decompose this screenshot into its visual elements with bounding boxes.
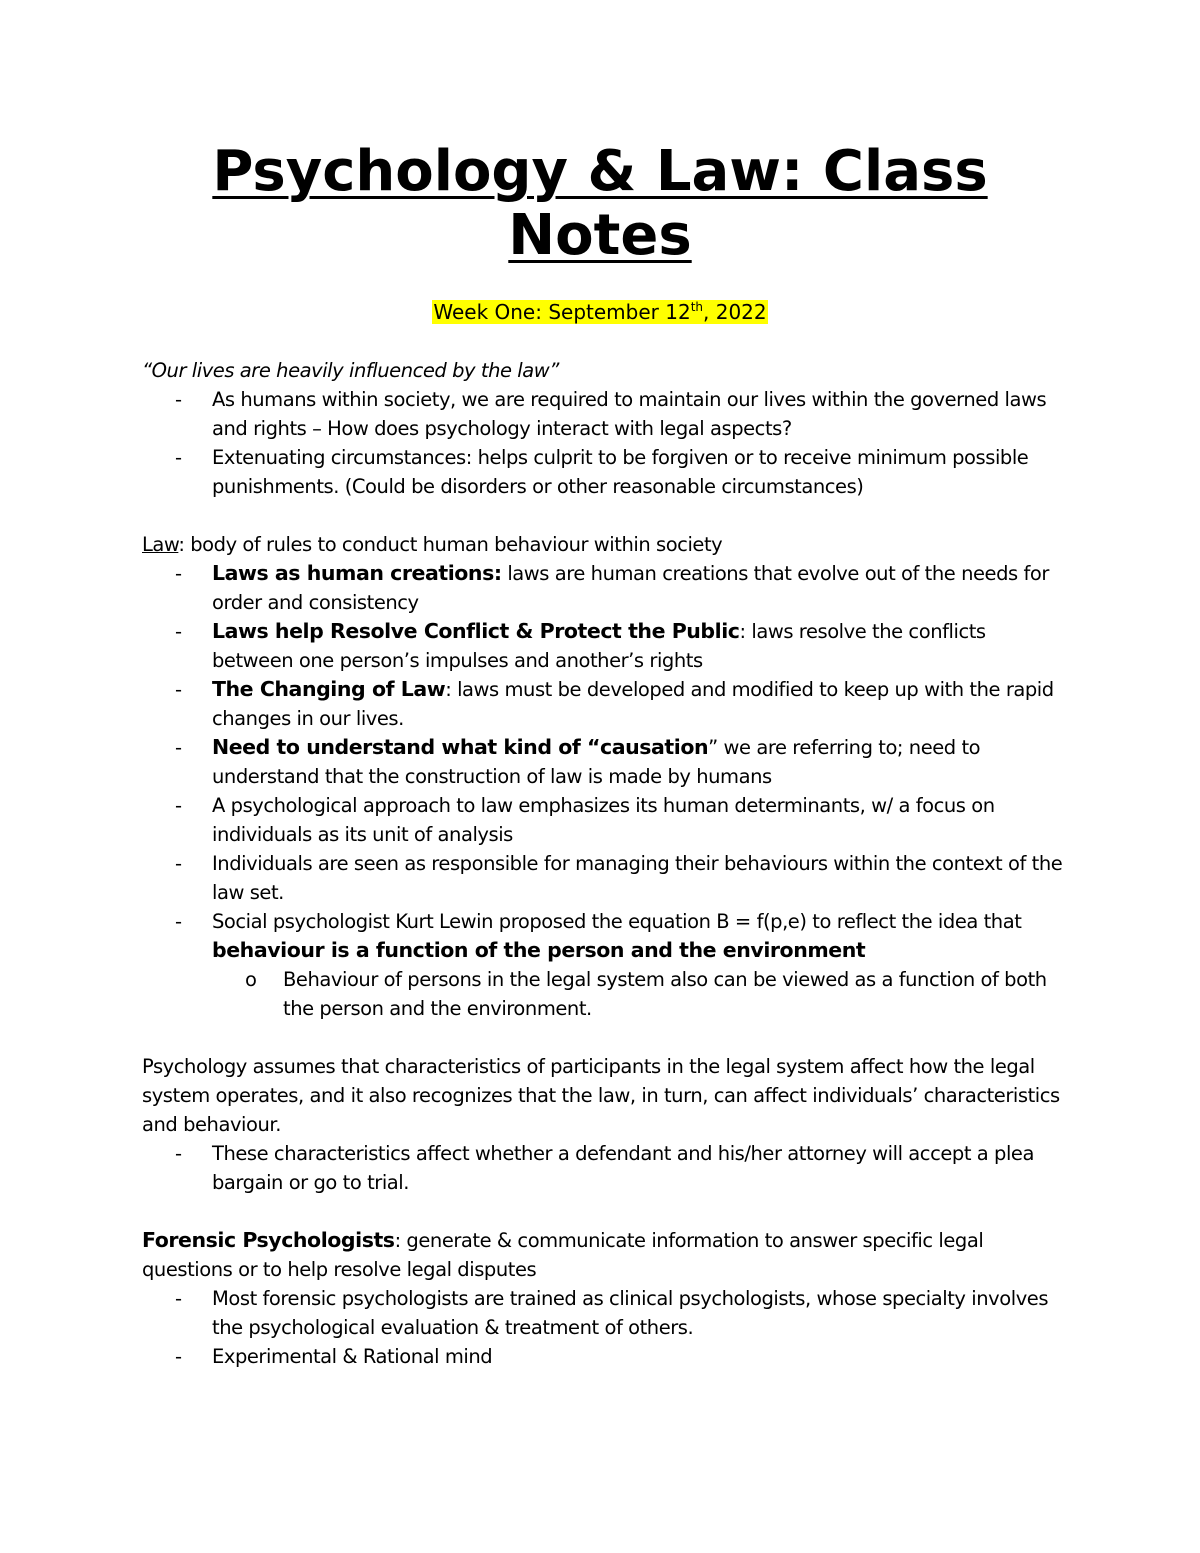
dash-bullet: - [175, 852, 182, 875]
forensic-term: Forensic Psychologists [142, 1228, 395, 1252]
list-item [142, 617, 1072, 675]
list-item-text: Most forensic psychologists are trained as clinical psychologists, whose specialty involves the psychological evaluation & treatment of others. [212, 1287, 1049, 1339]
week-highlight [432, 300, 767, 324]
dash-bullet: - [175, 620, 182, 643]
week-sup: th [690, 300, 703, 314]
dash-bullet: - [175, 388, 182, 411]
week-heading [0, 298, 1200, 326]
list-item [142, 733, 1072, 791]
list-item [142, 849, 1072, 907]
list-item [142, 385, 1072, 443]
title-line-1: Psychology & Law: Class [212, 139, 988, 204]
law-definition-text: : body of rules to conduct human behaviour within society [178, 533, 723, 556]
list-item-text: ” we are referring to; need to understand that the construction of law is made by humans [212, 736, 981, 788]
dash-bullet: - [175, 794, 182, 817]
dash-bullet: - [175, 562, 182, 585]
list-item-text: These characteristics affect whether a defendant and his/her attorney will accept a plea bargain or go to trial. [212, 1142, 1034, 1194]
sub-list-item [142, 965, 1072, 1023]
list-item-text: A psychological approach to law emphasizes its human determinants, w/ a focus on individuals as its unit of analysis [212, 794, 995, 846]
list-item-bold: Laws help Resolve Conflict & Protect the Public [212, 619, 740, 643]
list-item-text: : laws must be developed and modified to keep up with the rapid changes in our lives. [212, 678, 1054, 730]
list-item [142, 1342, 1072, 1371]
week-suffix: , 2022 [703, 300, 767, 324]
dash-bullet: - [175, 1345, 182, 1368]
circle-bullet: o [245, 968, 257, 991]
list-item-text: Individuals are seen as responsible for managing their behaviours within the context of the law set. [212, 852, 1063, 904]
list-item-bold: Need to understand what kind of “causation [212, 735, 709, 759]
dash-bullet: - [175, 446, 182, 469]
dash-bullet: - [175, 736, 182, 759]
list-item-bold: behaviour is a function of the person and the environment [212, 938, 866, 962]
quote-heading: “Our lives are heavily influenced by the law” [142, 359, 559, 382]
list-item-text: Experimental & Rational mind [212, 1345, 493, 1368]
law-term: Law [142, 533, 179, 556]
list-item [142, 443, 1072, 501]
list-item [142, 559, 1072, 617]
title-line-2: Notes [508, 203, 692, 268]
list-item-text: laws are human creations that evolve out of the needs for order and consistency [212, 562, 1049, 614]
forensic-definition-text: : generate & communicate information to answer specific legal questions or to help resolve legal disputes [142, 1229, 984, 1281]
list-item [142, 907, 1072, 965]
psychology-paragraph: Psychology assumes that characteristics of participants in the legal system affect how the legal system operates, and it also recognizes that the law, in turn, can affect individuals’ characteristics and behaviour. [142, 1055, 1060, 1136]
sub-list-item-text: Behaviour of persons in the legal system also can be viewed as a function of both the person and the environment. [283, 968, 1047, 1020]
dash-bullet: - [175, 910, 182, 933]
dash-bullet: - [175, 1142, 182, 1165]
forensic-definition [142, 1226, 1072, 1284]
dash-bullet: - [175, 678, 182, 701]
page-title [0, 140, 1200, 268]
list-item [142, 675, 1072, 733]
list-item [142, 791, 1072, 849]
law-definition [142, 530, 1072, 559]
list-item [142, 1284, 1072, 1342]
list-item-bold: The Changing of Law [212, 677, 446, 701]
notes-body [142, 356, 1072, 1371]
week-prefix: Week One: September 12 [433, 300, 691, 324]
list-item-bold: Laws as human creations: [212, 561, 502, 585]
list-item-text: Extenuating circumstances: helps culprit to be forgiven or to receive minimum possible punishments. (Could be disorders or other reasonable circumstances) [212, 446, 1029, 498]
list-item-text: As humans within society, we are required to maintain our lives within the governed laws and rights – How does psychology interact with legal aspects? [212, 388, 1047, 440]
list-item-text: : laws resolve the conflicts between one person’s impulses and another’s rights [212, 620, 986, 672]
list-item-text: Social psychologist Kurt Lewin proposed the equation B = f(p,e) to reflect the idea that [212, 910, 1022, 933]
list-item [142, 1139, 1072, 1197]
dash-bullet: - [175, 1287, 182, 1310]
